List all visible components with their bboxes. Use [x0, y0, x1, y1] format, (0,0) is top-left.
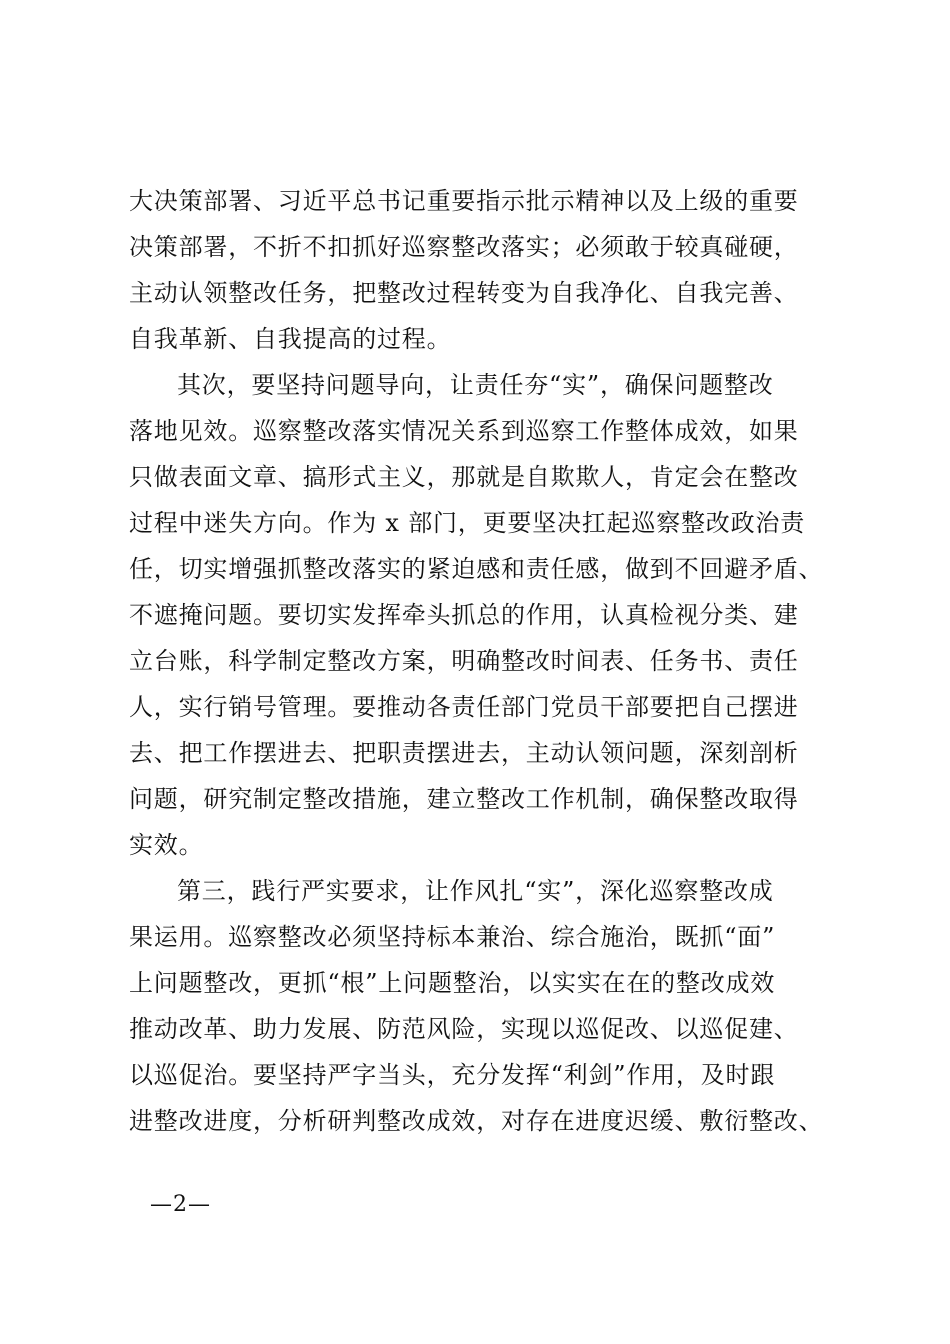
- text-line: 推动改革、助力发展、防范风险，实现以巡促改、以巡促建、: [129, 1015, 799, 1043]
- text-line: 进整改进度，分析研判整改成效，对存在进度迟缓、敷衍整改、: [129, 1107, 824, 1135]
- body-text: [129, 178, 829, 1144]
- text-line: 问题，研究制定整改措施，建立整改工作机制，确保整改取得: [129, 785, 799, 813]
- text-line: 不遮掩问题。要切实发挥牵头抓总的作用，认真检视分类、建: [129, 601, 799, 629]
- text-line: 以巡促治。要坚持严字当头，充分发挥“利剑”作用，及时跟: [129, 1061, 776, 1089]
- text-line: 实效。: [129, 831, 204, 859]
- text-line: 落地见效。巡察整改落实情况关系到巡察工作整体成效，如果: [129, 417, 799, 445]
- text-line: 上问题整改，更抓“根”上问题整治，以实实在在的整改成效: [129, 969, 776, 997]
- text-line: 大决策部署、习近平总书记重要指示批示精神以及上级的重要: [129, 187, 799, 215]
- text-line: 主动认领整改任务，把整改过程转变为自我净化、自我完善、: [129, 279, 799, 307]
- text-line: 只做表面文章、搞形式主义，那就是自欺欺人，肯定会在整改: [129, 463, 799, 491]
- text-line: 自我革新、自我提高的过程。: [129, 325, 452, 353]
- text-line: 任，切实增强抓整改落实的紧迫感和责任感，做到不回避矛盾、: [129, 555, 824, 583]
- text-line: 决策部署，不折不扣抓好巡察整改落实；必须敢于较真碰硬，: [129, 233, 799, 261]
- text-line: 果运用。巡察整改必须坚持标本兼治、综合施治，既抓“面”: [129, 923, 776, 951]
- text-line: 第三，践行严实要求，让作风扎“实”，深化巡察整改成: [177, 877, 774, 905]
- text-line: 立台账，科学制定整改方案，明确整改时间表、任务书、责任: [129, 647, 799, 675]
- text-line: 过程中迷失方向。作为 x 部门，更要坚决扛起巡察整改政治责: [129, 509, 805, 537]
- text-line: 去、把工作摆进去、把职责摆进去，主动认领问题，深刻剖析: [129, 739, 799, 767]
- text-line: 人，实行销号管理。要推动各责任部门党员干部要把自己摆进: [129, 693, 799, 721]
- page-number: —2—: [150, 1192, 211, 1217]
- text-line: 其次，要坚持问题导向，让责任夯“实”，确保问题整改: [177, 371, 774, 399]
